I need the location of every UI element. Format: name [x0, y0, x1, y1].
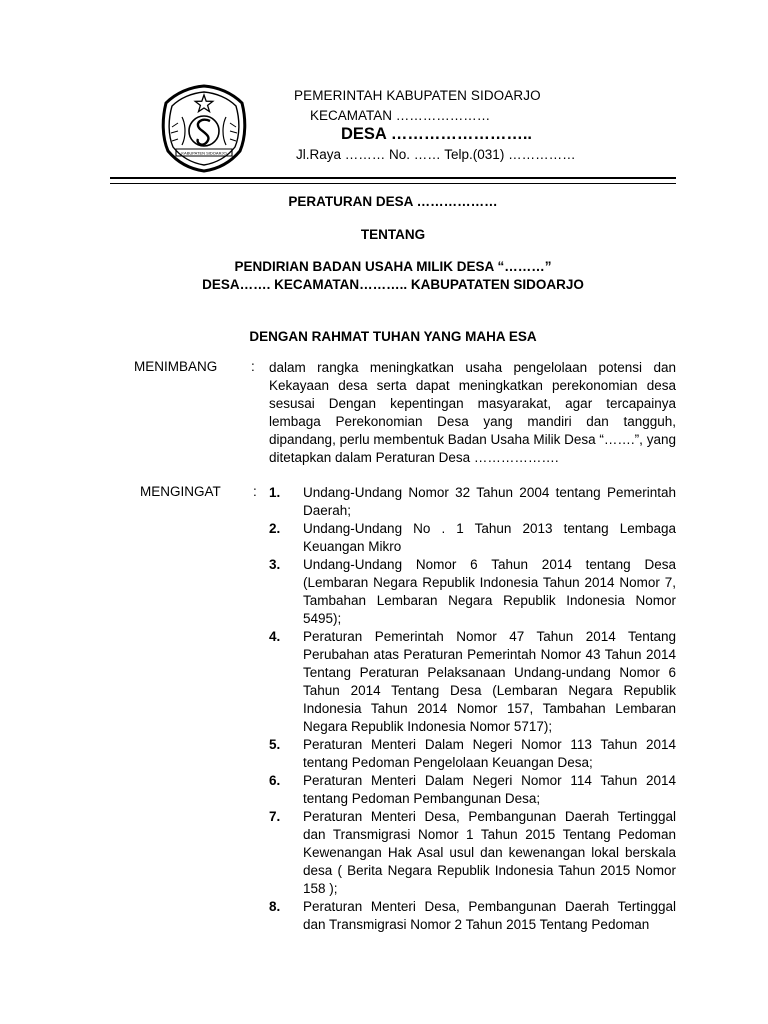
- menimbang-text: dalam rangka meningkatkan usaha pengelolaan potensi dan Kekayaan desa serta dapat meningkatkan perekonomian desa sesusai Dengan kepentingan masyarakat, agar tercapainya lembaga Perekonomian Desa yang mandiri dan tangguh, dipandang, perlu membentuk Badan Usaha Milik Desa “…….”, yang ditetapkan dalam Peraturan Desa ……………….: [269, 360, 676, 465]
- list-item-number: 7.: [269, 809, 281, 824]
- list-item-number: 2.: [269, 521, 281, 536]
- regulation-about: TENTANG: [360, 227, 426, 242]
- list-item-number: 4.: [269, 629, 281, 644]
- kabupaten-sidoarjo-emblem-icon: [158, 83, 250, 173]
- list-item-text: Undang-Undang No . 1 Tahun 2013 tentang Lembaga Keuangan Mikro: [303, 521, 676, 554]
- letterhead-village: DESA ……………………..: [341, 125, 532, 143]
- menimbang-colon: :: [251, 359, 255, 374]
- list-item-text: Peraturan Menteri Dalam Negeri Nomor 114 Tahun 2014 tentang Pedoman Pembangunan Desa;: [303, 773, 676, 806]
- list-item-text: Peraturan Pemerintah Nomor 47 Tahun 2014 Tentang Perubahan atas Peraturan Pemerintah Nomor 43 Tahun 2014 Tentang Peraturan Pelaksanaan Undang-undang Nomor 6 Tahun 2014 Tentang Desa (Lembaran Negara Republik Indonesia Tahun 2014 Nomor 157, Tambahan Lembaran Negara Republik Indonesia Nomor 5717);: [303, 629, 676, 734]
- mengingat-colon: :: [253, 484, 257, 499]
- list-item-text: Undang-Undang Nomor 6 Tahun 2014 tentang Desa (Lembaran Negara Republik Indonesia Tahun 2014 Nomor 7, Tambahan Lembaran Negara Republik Indonesia Nomor 5495);: [303, 557, 676, 626]
- list-item-number: 5.: [269, 737, 281, 752]
- letterhead-divider-thick: [110, 177, 676, 179]
- list-item: [269, 772, 676, 808]
- list-item-number: 8.: [269, 899, 281, 914]
- list-item: [269, 520, 676, 556]
- mengingat-list: [269, 484, 676, 934]
- regulation-title: PERATURAN DESA ………………: [288, 194, 498, 209]
- list-item-text: Peraturan Menteri Dalam Negeri Nomor 113 Tahun 2014 tentang Pedoman Pengelolaan Keuangan Desa;: [303, 737, 676, 770]
- letterhead-government: PEMERINTAH KABUPATEN SIDOARJO: [294, 88, 541, 103]
- letterhead-divider-thin: [110, 183, 676, 184]
- letterhead-address: Jl.Raya ……… No. …… Telp.(031) ……………: [296, 147, 576, 162]
- regulation-subject-line1: PENDIRIAN BADAN USAHA MILIK DESA “………”: [234, 259, 552, 274]
- letterhead-district: KECAMATAN …………………: [310, 108, 491, 123]
- list-item: [269, 628, 676, 736]
- list-item: [269, 898, 676, 934]
- list-item-number: 3.: [269, 557, 281, 572]
- regulation-subject-line2: DESA……. KECAMATAN……….. KABUPATATEN SIDOARJO: [202, 277, 584, 292]
- list-item-text: Undang-Undang Nomor 32 Tahun 2004 tentang Pemerintah Daerah;: [303, 485, 676, 518]
- list-item: [269, 556, 676, 628]
- list-item-text: Peraturan Menteri Desa, Pembangunan Daerah Tertinggal dan Transmigrasi Nomor 2 Tahun 2015 Tentang Pedoman: [303, 899, 676, 932]
- list-item: [269, 484, 676, 520]
- emblem-caption: KABUPATEN SIDOARJO: [181, 150, 227, 156]
- list-item: [269, 736, 676, 772]
- list-item: [269, 808, 676, 898]
- mengingat-label: MENGINGAT: [140, 484, 221, 499]
- menimbang-label: MENIMBANG: [134, 359, 218, 374]
- list-item-number: 1.: [269, 485, 281, 500]
- list-item-text: Peraturan Menteri Desa, Pembangunan Daerah Tertinggal dan Transmigrasi Nomor 1 Tahun 2015 Tentang Pedoman Kewenangan Hak Asal usul dan kewenangan lokal berskala desa ( Berita Negara Republik Indonesia Tahun 2015 Nomor 158 );: [303, 809, 676, 896]
- regulation-blessing: DENGAN RAHMAT TUHAN YANG MAHA ESA: [249, 329, 537, 344]
- list-item-number: 6.: [269, 773, 281, 788]
